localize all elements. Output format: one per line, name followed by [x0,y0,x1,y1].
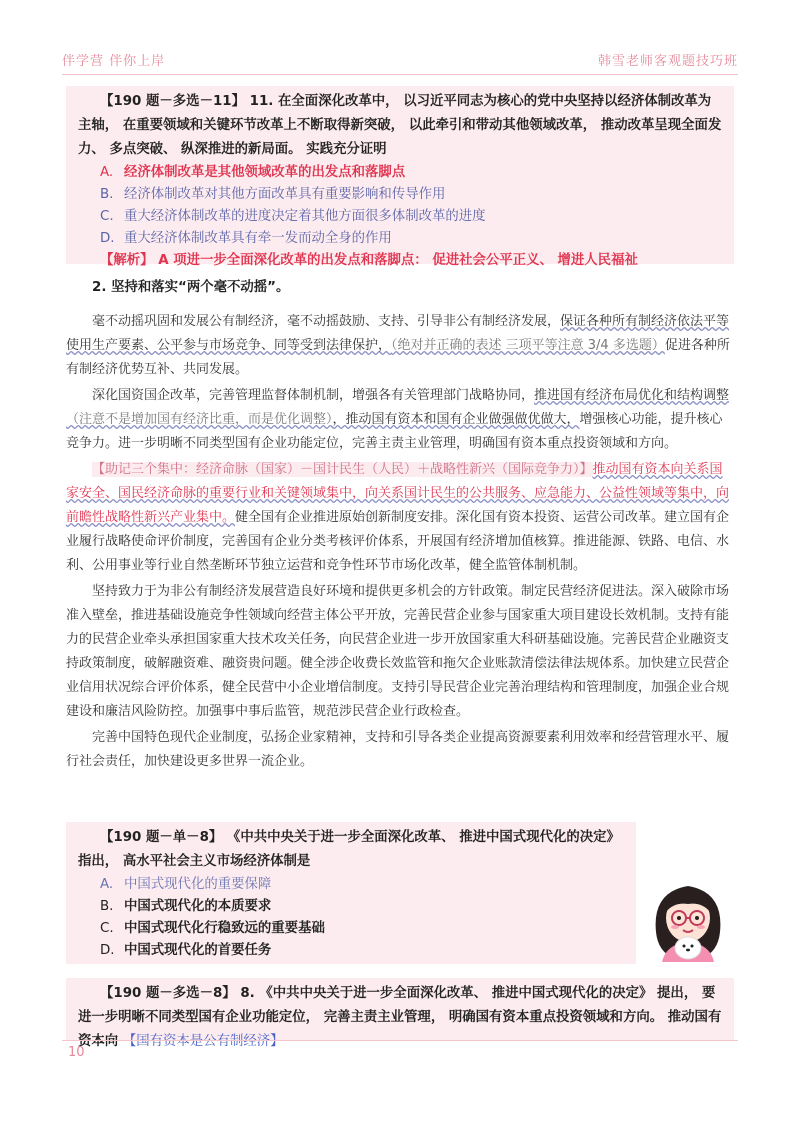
option-c [100,918,626,940]
option-a [100,874,626,896]
avatar-illustration-icon [642,872,734,962]
question-stem: 【190 题－单－8】 《中共中央关于进一步全面深化改革、 推进中国式现代化的决定》 指出， 高水平社会主义市场经济体制是 [78,830,620,869]
text-run: 深化国资国企改革，完善管理监督体制机制，增强各有关管理部门战略协同， [92,388,535,403]
text-run: 毫不动摇巩固和发展公有制经济，毫不动摇鼓励、支持、引导非公有制经济发展， [92,314,561,329]
answer-note: 【国有资本是公有制经济】 [122,1034,284,1049]
underlined-text: ，推动国有资本和国有企业做强做优做大， [332,412,580,427]
option-a [100,162,724,184]
option-text: 中国式现代化的本质要求 [124,899,272,914]
option-d [100,228,724,250]
mnemonic-note: 【助记三个集中：经济命脉（国家）－国计民生（人民）＋战略性新兴（国际竞争力）】 [92,462,593,477]
option-letter: B. [100,899,114,914]
text-run: 增强核心功能，提升核心竞争力。进一步明晰不同类型国有企业功能定位，完善主责主业管理，明确国有资本重点投资领域和方向。 [66,412,723,451]
body-section [66,276,734,774]
option-text: 经济体制改革对其他方面改革具有重要影响和传导作用 [124,187,446,202]
section-title: 2. 坚持和落实“两个毫不动摇”。 [92,280,290,295]
option-letter: B. [100,187,114,202]
analysis: 【解析】 A 项进一步全面深化改革的出发点和落脚点： 促进社会公平正义、 增进人民福祉 [100,253,638,268]
option-b [100,896,626,918]
underlined-text: 保证各种所有制经济依法平等使用生产要素、公平参与市场竞争、同等受到法律保护， [66,314,730,353]
option-text: 经济体制改革是其他领域改革的出发点和落脚点 [124,165,406,180]
option-letter: A. [100,165,114,180]
footer-divider [62,1040,738,1041]
header-divider [62,74,738,75]
highlight-text: 推动国有资本向关系国家安全、国民经济命脉的重要行业和关键领域集中，向关系国计民生的公共服务、应急能力、公益性领域等集中，向前瞻性战略性新兴产业集中。 [66,462,730,525]
paragraph-1 [66,310,734,382]
stem-text: 【190 题－多选－8】 8. 《中共中央关于进一步全面深化改革、 推进中国式现代化的决定》 提出， 要进一步明晰不同类型国有企业功能定位， 完善主责主业管理， 明确国有资本重点投资领域和方向。 推动国有资本向 [78,986,722,1049]
option-text: 中国式现代化的首要任务 [124,943,272,958]
option-text: 中国式现代化的重要保障 [124,877,272,892]
option-text: 中国式现代化行稳致远的重要基础 [124,921,325,936]
option-letter: C. [100,209,114,224]
option-text: 重大经济体制改革的进度决定着其他方面很多体制改革的进度 [124,209,486,224]
option-letter: D. [100,943,115,958]
question-stem: 【190 题－多选－11】 11. 在全面深化改革中， 以习近平同志为核心的党中央坚持以经济体制改革为主轴， 在重要领域和关键环节改革上不断取得新突破， 以此牵引和带动其他领域改革， 推动改革呈现全面发力、 多点突破、 纵深推进的新局面。 实践充分证明 [78,94,722,157]
text-run: 促进各种所有制经济优势互补、共同发展。 [66,338,730,377]
paragraph-3 [66,458,734,578]
paragraph-4: 坚持致力于为非公有制经济发展营造良好环境和提供更多机会的方针政策。制定民营经济促进法。深入破除市场准入壁垒，推进基础设施竞争性领域向经营主体公平开放，完善民营企业参与国家重大项目建设长效机制。支持有能力的民营企业牵头承担国家重大技术攻关任务，向民营企业进一步开放国家重大科研基础设施。完善民营企业融资支持政策制度，破解融资难、融资贵问题。健全涉企收费长效监管和拖欠企业账款清偿法律法规体系。加快建立民营企业信用状况综合评价体系，健全民营中小企业增信制度。支持引导民营企业完善治理结构和管理制度，加强企业合规建设和廉洁风险防控。加强事中事后监管，规范涉民营企业行政检查。 [66,584,730,719]
question-box-3 [66,978,734,1049]
question-box-2 [66,822,636,964]
option-d [100,940,626,962]
option-c [100,206,724,228]
option-b [100,184,724,206]
note-text: （注意不是增加国有经济比重，而是优化调整） [66,412,333,427]
question-box-1 [66,86,734,268]
teacher-avatar [642,872,734,962]
paragraph-2 [66,384,734,456]
option-text: 重大经济体制改革具有牵一发而动全身的作用 [124,231,392,246]
header-right: 韩雪老师客观题技巧班 [597,54,738,69]
option-letter: A. [100,877,114,892]
paragraph-5: 完善中国特色现代企业制度，弘扬企业家精神，支持和引导各类企业提高资源要素利用效率和经营管理水平、履行社会责任，加快建设更多世界一流企业。 [66,730,730,769]
option-letter: C. [100,921,114,936]
underlined-text: 推进国有经济布局优化和结构调整 [534,388,730,403]
page-number: 10 [68,1045,85,1060]
text-run: 健全国有企业推进原始创新制度安排。深化国有资本投资、运营公司改革。建立国有企业履行战略使命评价制度，完善国有企业分类考核评价体系，开展国有经济增加值核算。推进能源、铁路、电信、水利、公用事业等行业自然垄断环节独立运营和竞争性环节市场化改革，健全监管体制机制。 [66,510,730,573]
option-letter: D. [100,231,115,246]
header-left: 伴学营 伴你上岸 [62,54,166,69]
question-stem [78,982,724,1054]
note-text: （绝对并正确的表述 三项平等注意 3/4 多选题） [391,338,665,353]
